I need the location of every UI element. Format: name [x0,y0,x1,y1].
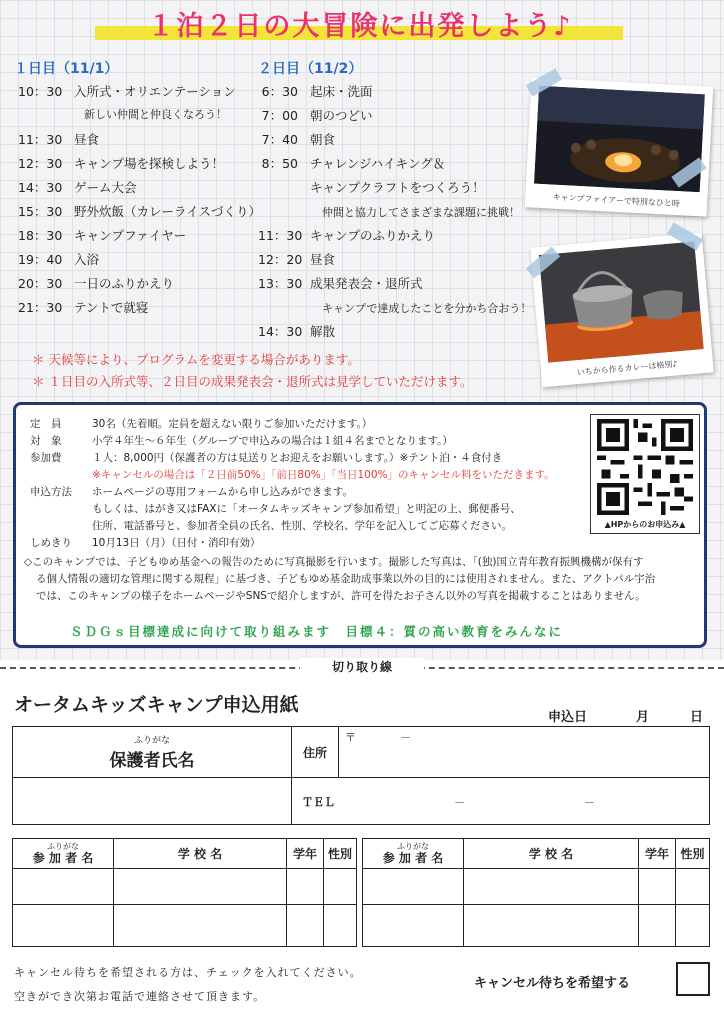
day1-time: 19：40 [18,252,63,267]
school-label: 学 校 名 [114,839,287,869]
day1-event: 昼食 [74,132,100,147]
fee-label: 参加費 [30,452,62,464]
day2-event: 解散 [310,324,336,339]
grade-field[interactable] [287,905,324,947]
participant-table-left [12,838,357,947]
page-title: １泊２日の大冒険に出発しよう♪ [147,11,573,42]
address-label: 住所 [292,727,339,778]
day2-time: 13：30 [258,276,303,291]
gender-label: 性別 [676,839,710,869]
month-label: 月 [636,710,650,725]
school-field[interactable] [464,869,639,905]
day1-heading: １日目（11/1） [14,61,119,77]
participant-label: 参 加 者 名 [382,851,444,865]
day1-event: キャンプ場を探検しよう！ [74,156,225,171]
campfire-photo [525,77,714,216]
grade-label: 学年 [287,839,324,869]
deadline-value: 10月13日（月）（日付・消印有効） [92,537,261,549]
day2-event: 成果発表会・退所式 [310,276,423,291]
qr-caption: ▲HPからのお申込み▲ [604,520,686,529]
grade-field[interactable] [639,905,676,947]
waitlist-label: キャンセル待ちを希望する [474,976,631,991]
tel-separator: － [454,796,465,809]
school-field[interactable] [114,869,287,905]
method-value: もしくは、はがき又はFAXに「オータムキッズキャンプ参加希望」と明記の上、郵便番号、 [92,503,521,515]
grade-field[interactable] [287,869,324,905]
day2-time: 7：40 [261,132,298,147]
grade-field[interactable] [639,869,676,905]
method-value: 住所、電話番号と、参加者全員の氏名、性別、学校名、学年を記入してご応募ください。 [92,520,512,532]
target-value: 小学４年生～６年生（グループで申込みの場合は１組４名までとなります。） [92,435,453,447]
day1-time: 14：30 [18,180,63,195]
curry-pot-image [539,241,704,362]
day-label: 日 [690,710,704,725]
day1-time: 18：30 [18,228,63,243]
privacy-line: ◇このキャンプでは、子どもゆめ基金への報告のために写真撮影を行います。撮影した写真は、「(独)国立青年教育振興機構が保有す [24,556,644,568]
day2-subnote: 仲間と協力してさまざまな課題に挑戦！ [322,206,520,219]
guardian-name-field[interactable] [13,778,292,825]
day1-event: 一日のふりかえり [74,276,175,291]
furigana-label: ふりがな [133,736,170,746]
day1-event: 入所式・オリエンテーション [74,84,236,99]
qr-box [590,414,700,534]
participant-label-cell [363,839,464,869]
cancel-policy: ※キャンセルの場合は「２日前50%」「前日80%」「当日100%」のキャンセル料をいただきます。 [92,469,555,481]
school-label: 学 校 名 [464,839,639,869]
day1-time: 11：30 [18,132,63,147]
gender-field[interactable] [676,869,710,905]
method-value: ホームページの専用フォームから申し込みができます。 [92,486,353,498]
note: ＊ １日目の入所式等、２日目の成果発表会・退所式は見学していただけます。 [32,374,473,389]
day2-event: 朝のつどい [310,108,373,123]
photo-caption: キャンプファイアーで特別なひと時 [552,192,681,209]
participant-name-field[interactable] [363,905,464,947]
day1-subnote: 新しい仲間と仲良くなろう！ [84,108,227,121]
cut-label: 切り取り線 [300,658,424,675]
sdgs-statement: ＳＤＧｓ目標達成に向けて取り組みます 目標４：質の高い教育をみんなに [70,624,564,639]
day1-event: テントで就寝 [74,300,149,315]
school-field[interactable] [464,905,639,947]
tel-field[interactable] [292,778,710,825]
gender-field[interactable] [676,905,710,947]
day1-event: 入浴 [74,252,100,267]
day2-time: 14：30 [258,324,303,339]
furigana-label: ふりがな [397,842,429,851]
day1-time: 10：30 [18,84,63,99]
day2-time: 8：50 [261,156,298,171]
gender-label: 性別 [324,839,357,869]
guardian-name-label-cell [13,727,292,778]
gender-field[interactable] [324,869,357,905]
method-label: 申込方法 [30,486,72,498]
privacy-line: る個人情報の適切な管理に関する規程」に基づき、子どもゆめ基金助成事業以外の目的には使用されません。また、アクトパル宇治 [36,573,656,585]
day2-event: キャンプのふりかえり [310,228,436,243]
day1-event: キャンプファイヤー [74,228,187,243]
day2-time: 11：30 [258,228,303,243]
day2-time: 12：20 [258,252,303,267]
photo-caption: いちから作るカレーは格別♪ [576,359,678,378]
address-field[interactable] [339,727,710,778]
participant-label: 参 加 者 名 [32,851,94,865]
waitlist-note: 空きができ次第お電話で連絡させて頂きます。 [14,990,266,1003]
info-details [30,416,590,556]
day1-event: ゲーム大会 [74,180,137,195]
day1-time: 15：30 [18,204,63,219]
deadline-label: しめきり [30,537,72,549]
furigana-label: ふりがな [47,842,79,851]
date-label: 申込日 [548,710,588,725]
note: ＊ 天候等により、プログラムを変更する場合があります。 [32,352,360,367]
participant-table-right [362,838,710,947]
day2-event: 昼食 [310,252,336,267]
day2-subnote: キャンプで達成したことを分かち合おう！ [322,302,532,315]
target-label: 対 象 [30,435,62,447]
waitlist-note: キャンセル待ちを希望される方は、チェックを入れてください。 [14,966,362,979]
day2-event: 起床・洗面 [310,84,373,99]
capacity-value: 30名（先着順。定員を超えない限りご参加いただけます。） [92,418,373,430]
day2-event: 朝食 [310,132,336,147]
capacity-label: 定 員 [30,418,62,430]
participant-name-field[interactable] [13,905,114,947]
participant-name-field[interactable] [363,869,464,905]
gender-field[interactable] [324,905,357,947]
day1-time: 20：30 [18,276,63,291]
form-title: オータムキッズキャンプ申込用紙 [14,694,299,716]
guardian-label: 保護者氏名 [109,751,195,771]
privacy-line: では、このキャンプの様子をホームページやSNSで紹介しますが、許可を得たお子さん以外の写真を掲載することはありません。 [36,590,646,602]
day1-event: 野外炊飯（カレーライスづくり） [74,204,262,219]
day2-time: 6：30 [261,84,298,99]
day2-heading: ２日目（11/2） [258,61,363,77]
tel-label: ＴＥＬ [302,796,335,809]
postal-mark: 〒 － [345,731,411,744]
day2-event: チャレンジハイキング＆ [310,156,446,171]
day2-event-cont: キャンプクラフトをつくろう！ [310,180,485,195]
fee-value: １人：8,000円（保護者の方は見送りとお迎えをお願いします。）※テント泊・４食付き [92,452,503,464]
qr-code-icon[interactable] [597,419,693,515]
school-field[interactable] [114,905,287,947]
day1-schedule [18,82,268,315]
guardian-table [12,726,710,825]
tel-separator: － [584,796,595,809]
day1-time: 12：30 [18,156,63,171]
day2-time: 7：00 [261,108,298,123]
participant-label-cell [13,839,114,869]
day2-schedule [258,82,548,342]
participant-name-field[interactable] [13,869,114,905]
waitlist-checkbox[interactable] [676,962,710,996]
day1-time: 21：30 [18,300,63,315]
grade-label: 学年 [639,839,676,869]
